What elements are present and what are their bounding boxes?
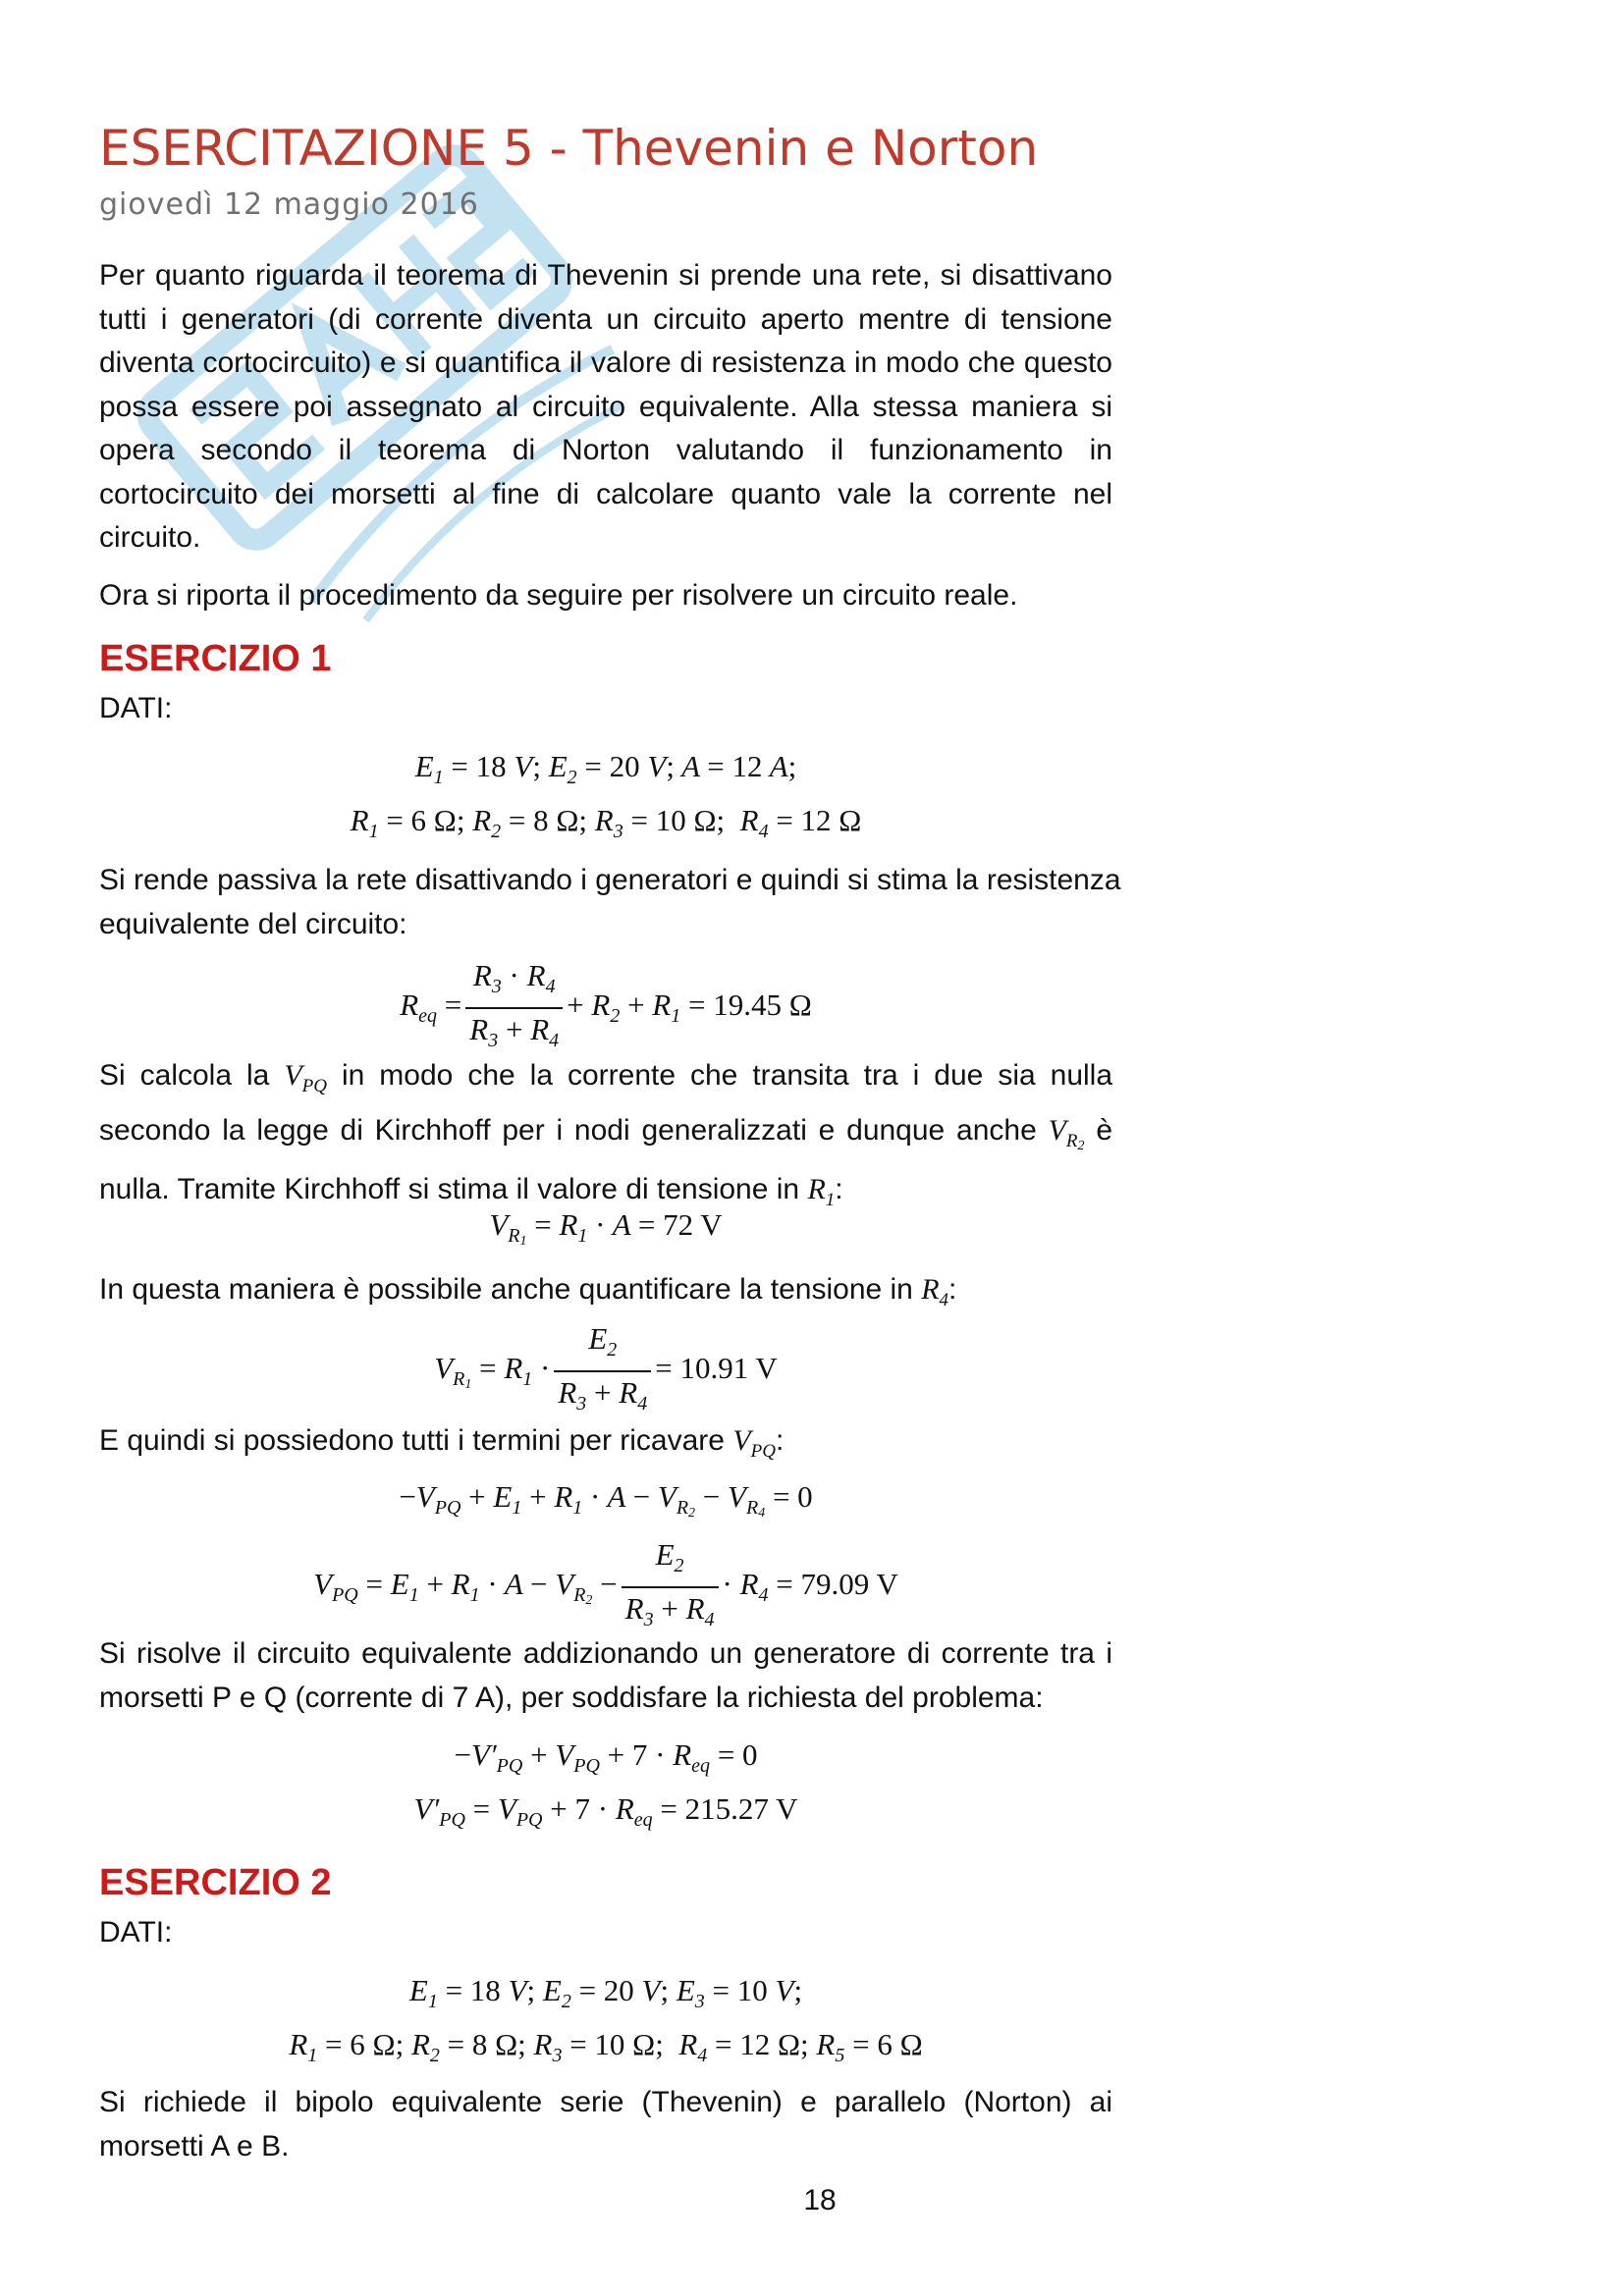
page-date: giovedì 12 maggio 2016	[99, 187, 479, 222]
intro-line: possa essere poi assegnato al circuito equivalente. Alla stessa maniera si	[99, 390, 1112, 423]
equivalent-circuit-text: Si risolve il circuito equivalente addizionando un generatore di corrente tra i morsetti P e Q (corrente di 7 A), per soddisfare la richiesta del problema:	[99, 1637, 1112, 1714]
equation-sources-1: $E_1 = 18$ V; $E_2 = 20$ V; A = 12 A;	[414, 749, 797, 788]
terms-text: E quindi si possiedono tutti i termini per ricavare $V_{PQ}$:	[99, 1424, 785, 1462]
equation-sources-2: $E_1 = 18$ V; $E_2 = 20$ V; $E_3 = 10$ V;	[408, 1973, 803, 2012]
passive-network-text: Si rende passiva la rete disattivando i generatori e quindi si stima la resistenza equivalente del circuito:	[99, 864, 1121, 940]
equation-kvl: $-V_{PQ} + E_1 + R_1 \cdot A - V_{R_2} - V_{R_4} = 0$	[399, 1479, 813, 1521]
exercise-2-data-label: DATI:	[99, 1916, 173, 1949]
equation-vpq: $V_{PQ} = E_1 + R_1 \cdot A - V_{R_2}$ − $\frac{E_2}{R_3 + R_4}$ · $R_4 = 79.09$ V	[313, 1537, 898, 1630]
equation-resistors-2: $R_1 = 6$ Ω; $R_2 = 8$ Ω; $R_3 = 10$ Ω; $R_4 = 12$ Ω; $R_5 = 6$ Ω	[289, 2027, 923, 2066]
intro-line: opera secondo il teorema di Norton valutando il funzionamento in	[99, 434, 1112, 466]
equation-resistors-1: $R_1 = 6$ Ω; $R_2 = 8$ Ω; $R_3 = 10$ Ω; $R_4 = 12$ Ω	[350, 803, 862, 842]
exercise-1-heading: ESERCIZIO 1	[99, 638, 332, 679]
intro-line: circuito.	[99, 521, 201, 554]
equation-vpq-prime-1: $-V'_{PQ} + V_{PQ} + 7 \cdot R_{eq} = 0$	[454, 1737, 758, 1777]
equation-vr4: $V_{R_1} = R_1$ · $\frac{E_2}{R_3 + R_4}$ = 10.91 V	[434, 1321, 778, 1415]
exercise-2-text: Si richiede il bipolo equivalente serie (Thevenin) e parallelo (Norton) ai morsetti A e B.	[99, 2086, 1112, 2163]
intro-line: Per quanto riguarda il teorema di Thevenin si prende una rete, si disattivano	[99, 259, 1112, 292]
intro-paragraph	[99, 254, 1112, 561]
intro-line: cortocircuito dei morsetti al fine di calcolare quanto vale la corrente nel	[99, 477, 1112, 510]
vpq-text: Si calcola la $V_{PQ}$ in modo che la corrente che transita tra i due sia nulla secondo la legge di Kirchhoff per i nodi generalizzati e dunque anche $V_{R_2}$ è nulla. Tramite Kirchhoff si stima il valore di tensione in $R_1$:	[99, 1059, 1113, 1210]
equation-vpq-prime-2: $V'_{PQ} = V_{PQ} + 7 \cdot R_{eq} = 215.27$ V	[413, 1791, 798, 1831]
page-title: ESERCITAZIONE 5 - Thevenin e Norton	[99, 120, 1039, 177]
intro-line: diventa cortocircuito) e si quantifica il valore di resistenza in modo che questo	[99, 347, 1112, 379]
req-value: 19.45 Ω	[713, 988, 812, 1023]
r4-text: In questa maniera è possibile anche quantificare la tensione in $R_4$:	[99, 1273, 957, 1310]
equation-vr1: $V_{R_1} = R_1 \cdot A = 72$ V	[489, 1207, 723, 1249]
page-number: 18	[803, 2184, 837, 2216]
exercise-2-heading: ESERCIZIO 2	[99, 1862, 332, 1903]
equation-req: $R_{eq}$ = $\frac{R_3 \cdot R_4}{R_3 + R_4}$ + $R_2 + R_1 = 19.45$ Ω	[400, 958, 812, 1051]
intro-paragraph-2: Ora si riporta il procedimento da seguire per risolvere un circuito reale.	[99, 579, 1018, 612]
intro-line: tutti i generatori (di corrente diventa un circuito aperto mentre di tensione	[99, 302, 1112, 336]
exercise-1-data-label: DATI:	[99, 692, 173, 724]
